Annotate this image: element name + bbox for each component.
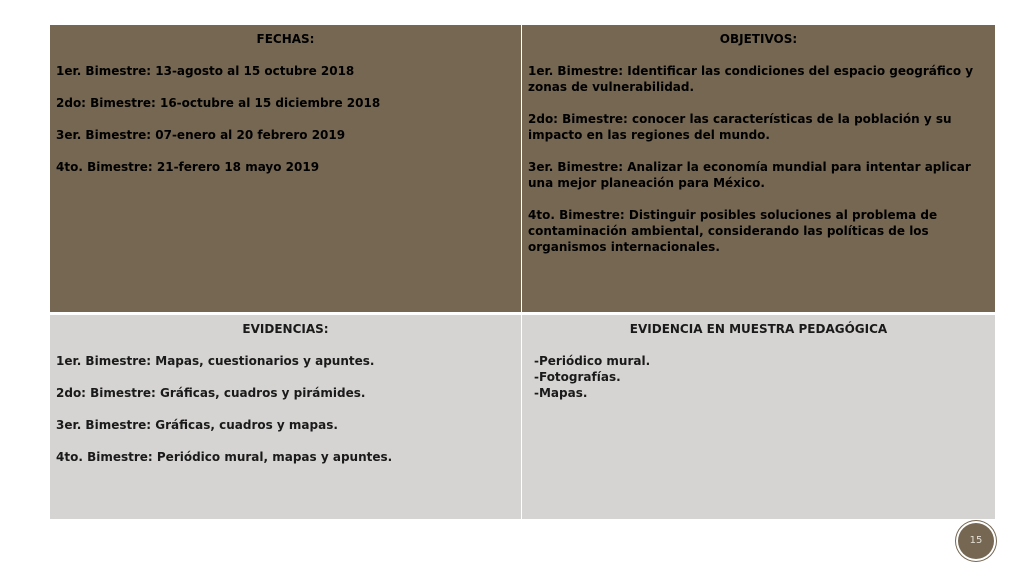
objetivos-item: 2do: Bimestre: conocer las características de la población y su impacto en las regiones del mundo. (528, 112, 952, 142)
objetivos-cell (522, 25, 995, 315)
evidencias-item: 3er. Bimestre: Gráficas, cuadros y mapas. (56, 418, 338, 432)
objetivos-item: 3er. Bimestre: Analizar la economía mundial para intentar aplicar una mejor planeación para México. (528, 160, 971, 190)
evidencias-cell (50, 315, 522, 519)
fechas-heading: FECHAS: (256, 32, 315, 46)
muestra-item: -Mapas. (534, 386, 588, 400)
evidencias-item: 4to. Bimestre: Periódico mural, mapas y apuntes. (56, 450, 393, 464)
evidencias-item: 2do: Bimestre: Gráficas, cuadros y pirámides. (56, 386, 366, 400)
muestra-heading: EVIDENCIA EN MUESTRA PEDAGÓGICA (629, 322, 888, 336)
fechas-item: 1er. Bimestre: 13-agosto al 15 octubre 2018 (56, 64, 355, 78)
evidencias-item: 1er. Bimestre: Mapas, cuestionarios y apuntes. (56, 354, 375, 368)
slide-number-badge: 15 (958, 523, 994, 559)
objetivos-item: 1er. Bimestre: Identificar las condiciones del espacio geográfico y zonas de vulnerabilidad. (528, 64, 974, 94)
muestra-list (528, 353, 989, 401)
muestra-item: -Periódico mural. (534, 354, 651, 368)
muestra-cell (522, 315, 995, 519)
fechas-item: 4to. Bimestre: 21-ferero 18 mayo 2019 (56, 160, 320, 174)
content-table (50, 25, 995, 519)
objetivos-heading: OBJETIVOS: (719, 32, 798, 46)
evidencias-heading: EVIDENCIAS: (242, 322, 329, 336)
muestra-item: -Fotografías. (534, 370, 621, 384)
fechas-item: 2do: Bimestre: 16-octubre al 15 diciembre 2018 (56, 96, 381, 110)
objetivos-item: 4to. Bimestre: Distinguir posibles soluciones al problema de contaminación ambiental, considerando las políticas de los organismos internacionales. (528, 208, 938, 254)
fechas-cell (50, 25, 522, 315)
fechas-item: 3er. Bimestre: 07-enero al 20 febrero 2019 (56, 128, 346, 142)
